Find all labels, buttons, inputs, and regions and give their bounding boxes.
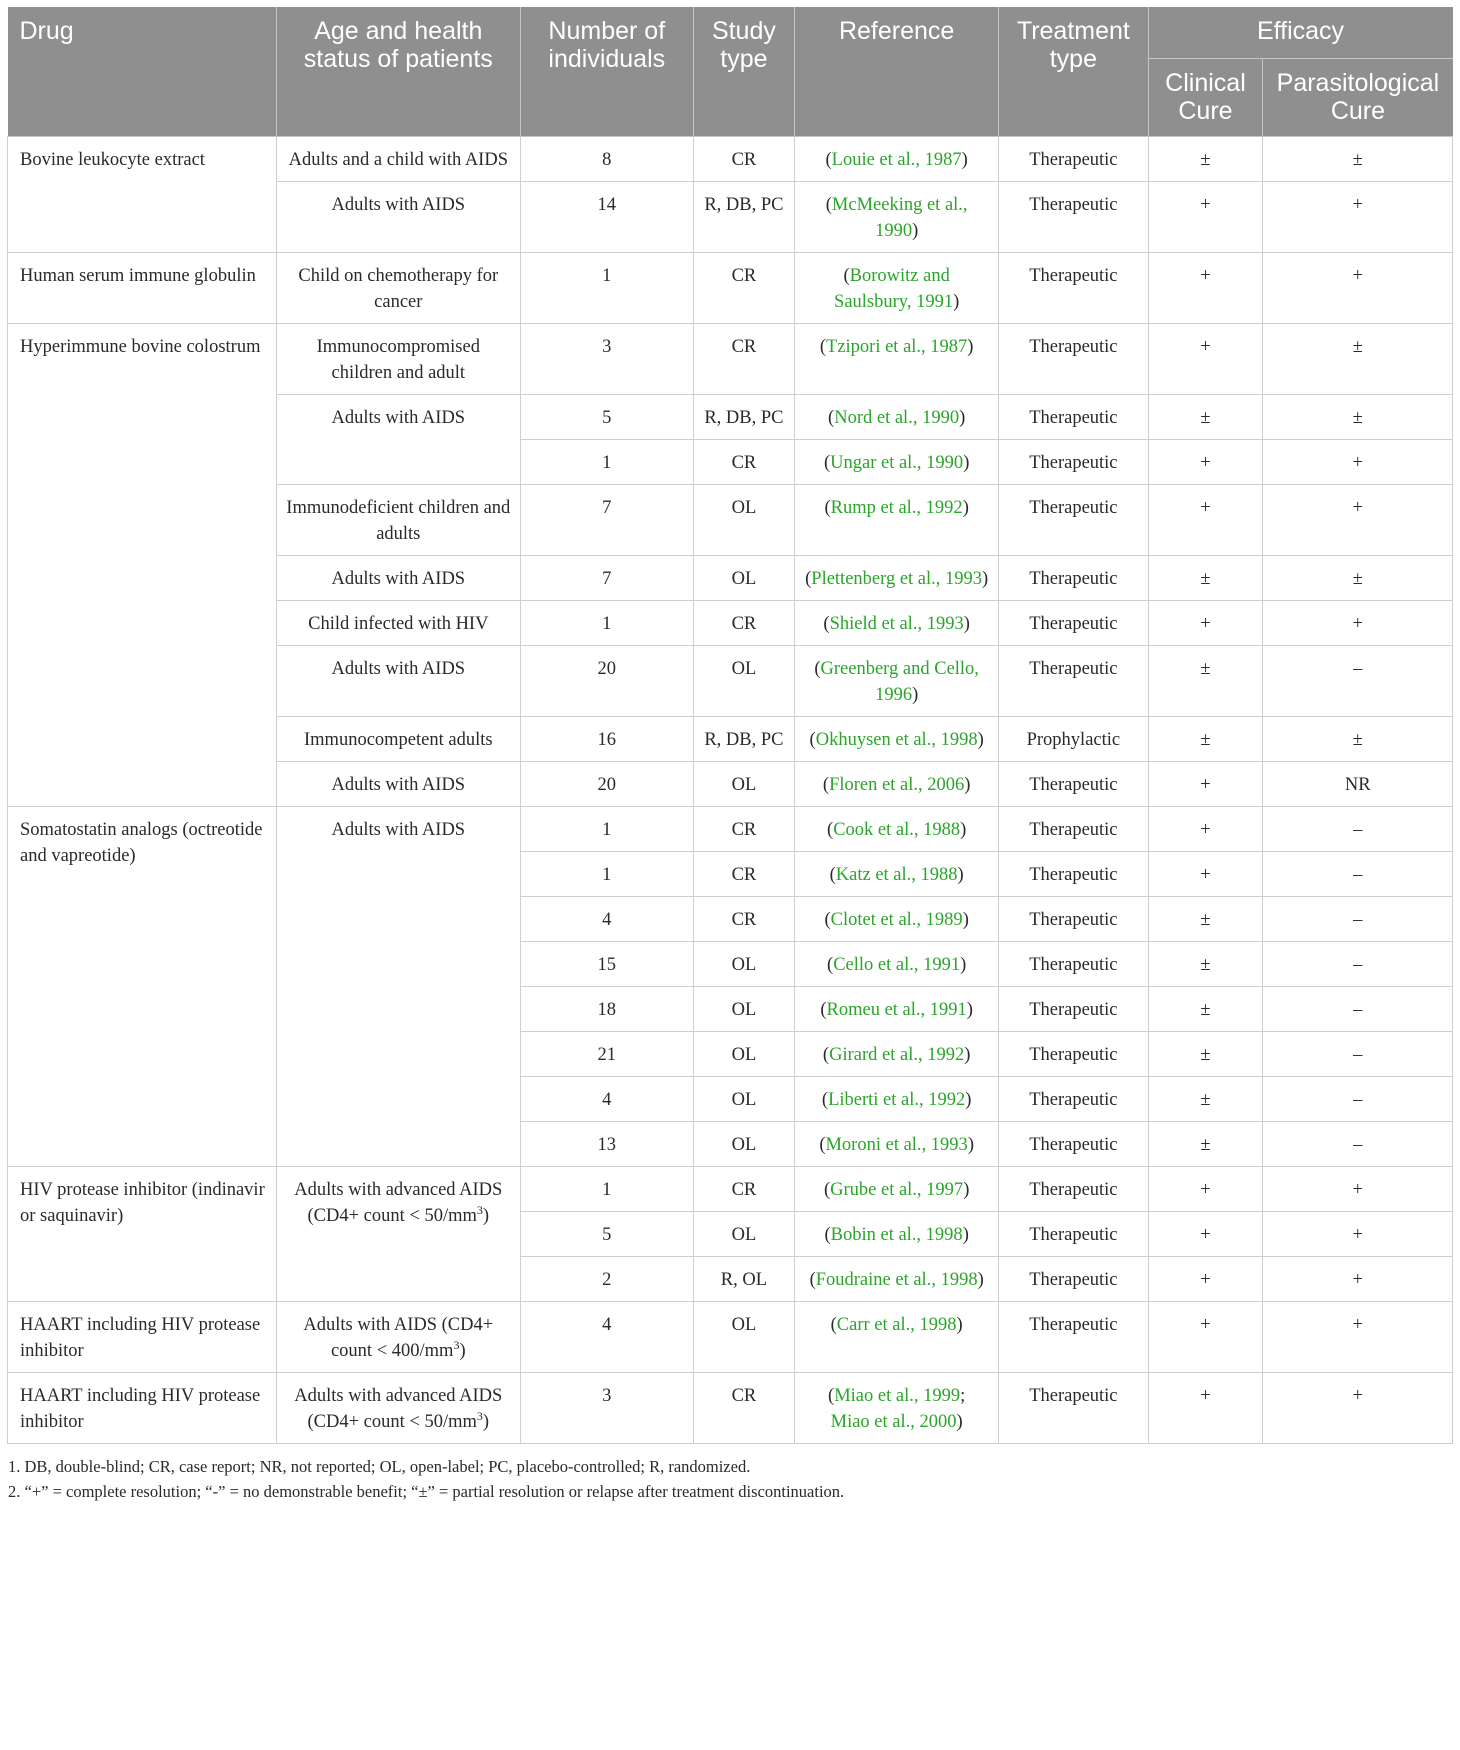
treatment-type-cell: Therapeutic (999, 646, 1148, 717)
number-cell: 1 (520, 601, 693, 646)
paren-close: ) (959, 408, 966, 428)
reference-cell (795, 1032, 999, 1077)
treatment-type-cell: Therapeutic (999, 182, 1148, 253)
paren-open: ( (823, 614, 830, 634)
clinical-cure-cell: + (1148, 253, 1263, 324)
footnote: 2. “+” = complete resolution; “-” = no demonstrable benefit; “±” = partial resolution or relapse after treatment discontinuation. (8, 1482, 845, 1501)
reference-link[interactable]: Miao et al., 2000 (830, 1412, 957, 1432)
reference-link[interactable]: Cello et al., 1991 (833, 955, 961, 975)
paren-close: ) (962, 910, 969, 930)
footnotes (7, 1454, 1453, 1504)
reference-link[interactable]: Girard et al., 1992 (829, 1045, 965, 1065)
reference-link[interactable]: McMeeking et al., 1990 (831, 195, 968, 241)
number-cell: 14 (520, 182, 693, 253)
reference-cell (795, 762, 999, 807)
reference-link[interactable]: Ungar et al., 1990 (830, 453, 964, 473)
clinical-cure-cell: ± (1148, 1032, 1263, 1077)
treatment-type-cell: Therapeutic (999, 395, 1148, 440)
study-type-cell: OL (693, 556, 794, 601)
reference-link[interactable]: Miao et al., 1999 (834, 1386, 961, 1406)
study-type-cell: CR (693, 1167, 794, 1212)
header-number: Number of individuals (520, 7, 693, 137)
reference-link[interactable]: Plettenberg et al., 1993 (811, 569, 983, 589)
drug-cell: Somatostatin analogs (octreotide and vapreotide) (8, 807, 277, 1167)
number-cell: 13 (520, 1122, 693, 1167)
parasitological-cure-cell: – (1263, 646, 1453, 717)
parasitological-cure-cell: + (1263, 1257, 1453, 1302)
reference-link[interactable]: Louie et al., 1987 (831, 150, 962, 170)
number-cell: 4 (520, 897, 693, 942)
treatment-type-cell: Therapeutic (999, 253, 1148, 324)
paren-open: ( (819, 1135, 826, 1155)
reference-cell (795, 807, 999, 852)
reference-cell (795, 1373, 999, 1444)
paren-close: ) (960, 820, 967, 840)
paren-open: ( (823, 453, 831, 473)
header-study-type: Study type (693, 7, 794, 137)
paren-open: ( (825, 195, 832, 215)
clinical-cure-cell: + (1148, 852, 1263, 897)
paren-open: ( (822, 775, 830, 795)
reference-cell (795, 1167, 999, 1212)
number-cell: 1 (520, 1167, 693, 1212)
study-type-cell: CR (693, 852, 794, 897)
reference-cell (795, 1122, 999, 1167)
study-type-cell: OL (693, 1212, 794, 1257)
parasitological-cure-cell: ± (1263, 395, 1453, 440)
paren-close: ) (912, 685, 919, 705)
reference-cell (795, 601, 999, 646)
clinical-cure-cell: + (1148, 182, 1263, 253)
header-treatment-type: Treatment type (999, 7, 1148, 137)
reference-link[interactable]: Tzipori et al., 1987 (826, 337, 968, 357)
reference-cell (795, 253, 999, 324)
number-cell: 1 (520, 852, 693, 897)
number-cell: 2 (520, 1257, 693, 1302)
paren-close: ) (956, 1315, 963, 1335)
clinical-cure-cell: ± (1148, 1122, 1263, 1167)
treatment-type-cell: Therapeutic (999, 556, 1148, 601)
age-cell: Child infected with HIV (276, 601, 520, 646)
clinical-cure-cell: + (1148, 1167, 1263, 1212)
paren-close: ) (960, 955, 967, 975)
study-type-cell: OL (693, 762, 794, 807)
drug-cell: HAART including HIV protease inhibitor (8, 1373, 277, 1444)
paren-open: ( (824, 498, 831, 518)
table-row (8, 137, 1453, 182)
reference-link[interactable]: Borowitz and Saulsbury, 1991 (834, 266, 954, 312)
number-cell: 1 (520, 807, 693, 852)
reference-link[interactable]: Foudraine et al., 1998 (815, 1270, 978, 1290)
paren-open: ( (825, 150, 832, 170)
reference-cell (795, 1302, 999, 1373)
number-cell: 20 (520, 646, 693, 717)
paren-open: ( (821, 1090, 829, 1110)
study-type-cell: OL (693, 485, 794, 556)
parasitological-cure-cell: + (1263, 1302, 1453, 1373)
study-type-cell: CR (693, 1373, 794, 1444)
paren-open: ( (824, 1225, 831, 1245)
parasitological-cure-cell: + (1263, 485, 1453, 556)
parasitological-cure-cell: ± (1263, 324, 1453, 395)
superscript: 3 (453, 1337, 460, 1352)
header-drug: Drug (8, 7, 277, 137)
paren-close: ) (966, 1000, 973, 1020)
table-body (8, 137, 1453, 1444)
treatment-type-cell: Therapeutic (999, 1212, 1148, 1257)
age-cell (276, 1302, 520, 1373)
treatment-type-cell: Therapeutic (999, 852, 1148, 897)
paren-close: ) (967, 1135, 974, 1155)
treatment-type-cell: Therapeutic (999, 324, 1148, 395)
reference-link[interactable]: Rump et al., 1992 (830, 498, 963, 518)
drug-cell: Hyperimmune bovine colostrum (8, 324, 277, 807)
clinical-cure-cell: + (1148, 485, 1263, 556)
age-cell: Adults with AIDS (276, 395, 520, 485)
reference-cell (795, 137, 999, 182)
clinical-cure-cell: + (1148, 807, 1263, 852)
paren-open: ( (820, 1000, 827, 1020)
number-cell: 1 (520, 253, 693, 324)
number-cell: 3 (520, 324, 693, 395)
footnote: 1. DB, double-blind; CR, case report; NR, not reported; OL, open-label; PC, placebo-controlled; R, randomized. (8, 1457, 751, 1476)
reference-cell (795, 897, 999, 942)
superscript: 3 (476, 1202, 483, 1217)
reference-cell (795, 852, 999, 897)
paren-close: ) (967, 337, 974, 357)
treatment-type-cell: Therapeutic (999, 942, 1148, 987)
reference-link[interactable]: Clotet et al., 1989 (830, 910, 963, 930)
age-text: Adults with advanced AIDS (CD4+ count < 50/mm (294, 1386, 503, 1432)
number-cell: 4 (520, 1302, 693, 1373)
study-type-cell: R, DB, PC (693, 717, 794, 762)
header-clinical-cure: Clinical Cure (1148, 59, 1263, 137)
paren-close: ) (956, 1412, 963, 1432)
treatment-type-cell: Therapeutic (999, 1373, 1148, 1444)
paren-close: ) (963, 614, 970, 634)
parasitological-cure-cell: ± (1263, 556, 1453, 601)
parasitological-cure-cell: – (1263, 1032, 1453, 1077)
number-cell: 8 (520, 137, 693, 182)
reference-cell (795, 324, 999, 395)
paren-open: ( (828, 408, 835, 428)
separator: ; (960, 1386, 966, 1406)
reference-link[interactable]: Nord et al., 1990 (834, 408, 960, 428)
paren-close: ) (964, 775, 971, 795)
reference-cell (795, 395, 999, 440)
superscript: 3 (476, 1408, 483, 1423)
treatment-type-cell: Therapeutic (999, 1077, 1148, 1122)
reference-link[interactable]: Floren et al., 2006 (829, 775, 965, 795)
paren-close: ) (961, 150, 968, 170)
number-cell: 5 (520, 1212, 693, 1257)
clinical-cure-cell: + (1148, 1373, 1263, 1444)
table-row (8, 324, 1453, 395)
paren-open: ( (828, 1386, 835, 1406)
number-cell: 1 (520, 440, 693, 485)
paren-close: ) (963, 453, 970, 473)
paren-close: ) (912, 221, 919, 241)
reference-cell (795, 1212, 999, 1257)
header-reference: Reference (795, 7, 999, 137)
study-type-cell: R, DB, PC (693, 182, 794, 253)
age-cell: Immunocompromised children and adult (276, 324, 520, 395)
header-efficacy: Efficacy (1148, 7, 1452, 59)
parasitological-cure-cell: ± (1263, 717, 1453, 762)
clinical-cure-cell: ± (1148, 897, 1263, 942)
drug-cell: HIV protease inhibitor (indinavir or saquinavir) (8, 1167, 277, 1302)
paren-close: ) (977, 1270, 984, 1290)
number-cell: 21 (520, 1032, 693, 1077)
number-cell: 4 (520, 1077, 693, 1122)
parasitological-cure-cell: + (1263, 1212, 1453, 1257)
number-cell: 16 (520, 717, 693, 762)
table-row (8, 253, 1453, 324)
age-text: Adults with AIDS (CD4+ count < 400/mm (303, 1315, 494, 1361)
reference-cell (795, 182, 999, 253)
number-cell: 5 (520, 395, 693, 440)
age-cell (276, 1373, 520, 1444)
clinical-cure-cell: + (1148, 601, 1263, 646)
number-cell: 18 (520, 987, 693, 1032)
treatment-type-cell: Therapeutic (999, 1257, 1148, 1302)
clinical-cure-cell: ± (1148, 942, 1263, 987)
age-cell: Immunocompetent adults (276, 717, 520, 762)
age-cell: Adults with AIDS (276, 182, 520, 253)
paren-close: ) (962, 1225, 969, 1245)
number-cell: 7 (520, 556, 693, 601)
clinical-cure-cell: + (1148, 1302, 1263, 1373)
study-type-cell: CR (693, 324, 794, 395)
age-close: ) (459, 1341, 466, 1361)
reference-link[interactable]: Romeu et al., 1991 (826, 1000, 967, 1020)
paren-close: ) (977, 730, 984, 750)
reference-link[interactable]: Cook et al., 1988 (833, 820, 961, 840)
treatment-type-cell: Prophylactic (999, 717, 1148, 762)
treatment-type-cell: Therapeutic (999, 601, 1148, 646)
parasitological-cure-cell: + (1263, 253, 1453, 324)
treatment-type-cell: Therapeutic (999, 137, 1148, 182)
paren-open: ( (827, 955, 834, 975)
parasitological-cure-cell: – (1263, 807, 1453, 852)
paren-open: ( (819, 337, 827, 357)
reference-link[interactable]: Shield et al., 1993 (829, 614, 964, 634)
study-type-cell: OL (693, 1077, 794, 1122)
reference-cell (795, 1257, 999, 1302)
paren-close: ) (963, 1180, 970, 1200)
reference-link[interactable]: Bobin et al., 1998 (830, 1225, 963, 1245)
paren-close: ) (962, 498, 969, 518)
age-cell: Adults with AIDS (276, 807, 520, 1167)
reference-cell (795, 485, 999, 556)
study-type-cell: CR (693, 440, 794, 485)
age-cell: Immunodeficient children and adults (276, 485, 520, 556)
paren-close: ) (953, 292, 960, 312)
parasitological-cure-cell: + (1263, 182, 1453, 253)
paren-open: ( (822, 1045, 830, 1065)
clinical-cure-cell: + (1148, 440, 1263, 485)
reference-cell (795, 987, 999, 1032)
reference-link[interactable]: Greenberg and Cello, 1996 (820, 659, 979, 705)
paren-open: ( (830, 1315, 837, 1335)
paren-open: ( (805, 569, 812, 589)
paren-close: ) (982, 569, 989, 589)
clinical-cure-cell: ± (1148, 556, 1263, 601)
table-row (8, 1302, 1453, 1373)
age-cell (276, 1167, 520, 1302)
study-type-cell: OL (693, 1302, 794, 1373)
study-type-cell: OL (693, 1122, 794, 1167)
study-type-cell: R, OL (693, 1257, 794, 1302)
study-type-cell: OL (693, 646, 794, 717)
clinical-cure-cell: ± (1148, 646, 1263, 717)
paren-open: ( (809, 730, 816, 750)
paren-close: ) (964, 1045, 971, 1065)
number-cell: 20 (520, 762, 693, 807)
reference-link[interactable]: Katz et al., 1988 (835, 865, 958, 885)
drug-cell: HAART including HIV protease inhibitor (8, 1302, 277, 1373)
reference-cell (795, 556, 999, 601)
parasitological-cure-cell: – (1263, 897, 1453, 942)
data-table (7, 7, 1453, 1444)
age-cell: Adults with AIDS (276, 762, 520, 807)
clinical-cure-cell: ± (1148, 717, 1263, 762)
parasitological-cure-cell: ± (1263, 137, 1453, 182)
parasitological-cure-cell: – (1263, 1077, 1453, 1122)
parasitological-cure-cell: – (1263, 987, 1453, 1032)
paren-open: ( (829, 865, 836, 885)
age-close: ) (482, 1412, 490, 1432)
parasitological-cure-cell: NR (1263, 762, 1453, 807)
table-row (8, 807, 1453, 852)
reference-link[interactable]: Moroni et al., 1993 (825, 1135, 968, 1155)
reference-cell (795, 1077, 999, 1122)
treatment-type-cell: Therapeutic (999, 1167, 1148, 1212)
clinical-cure-cell: + (1148, 762, 1263, 807)
number-cell: 15 (520, 942, 693, 987)
treatment-type-cell: Therapeutic (999, 897, 1148, 942)
parasitological-cure-cell: + (1263, 601, 1453, 646)
parasitological-cure-cell: + (1263, 1167, 1453, 1212)
age-cell: Child on chemotherapy for cancer (276, 253, 520, 324)
paren-open: ( (843, 266, 850, 286)
reference-cell (795, 646, 999, 717)
study-type-cell: OL (693, 942, 794, 987)
age-cell: Adults with AIDS (276, 646, 520, 717)
study-type-cell: CR (693, 253, 794, 324)
study-type-cell: CR (693, 897, 794, 942)
age-cell: Adults with AIDS (276, 556, 520, 601)
paren-close: ) (965, 1090, 972, 1110)
treatment-type-cell: Therapeutic (999, 1302, 1148, 1373)
drug-cell: Bovine leukocyte extract (8, 137, 277, 253)
age-cell: Adults and a child with AIDS (276, 137, 520, 182)
age-close: ) (482, 1206, 490, 1226)
clinical-cure-cell: + (1148, 1257, 1263, 1302)
treatment-type-cell: Therapeutic (999, 485, 1148, 556)
paren-open: ( (824, 910, 831, 930)
reference-link[interactable]: Carr et al., 1998 (836, 1315, 957, 1335)
age-text: Adults with advanced AIDS (CD4+ count < 50/mm (294, 1180, 503, 1226)
study-type-cell: R, DB, PC (693, 395, 794, 440)
parasitological-cure-cell: + (1263, 1373, 1453, 1444)
reference-cell (795, 942, 999, 987)
reference-link[interactable]: Liberti et al., 1992 (828, 1090, 966, 1110)
paren-close: ) (957, 865, 964, 885)
reference-cell (795, 440, 999, 485)
number-cell: 7 (520, 485, 693, 556)
table-row (8, 1167, 1453, 1212)
table-row (8, 1373, 1453, 1444)
treatment-type-cell: Therapeutic (999, 987, 1148, 1032)
header-age: Age and health status of patients (276, 7, 520, 137)
drug-cell: Human serum immune globulin (8, 253, 277, 324)
clinical-cure-cell: ± (1148, 137, 1263, 182)
paren-open: ( (823, 1180, 831, 1200)
parasitological-cure-cell: – (1263, 852, 1453, 897)
reference-link[interactable]: Okhuysen et al., 1998 (815, 730, 978, 750)
treatment-type-cell: Therapeutic (999, 762, 1148, 807)
study-type-cell: OL (693, 1032, 794, 1077)
study-type-cell: CR (693, 137, 794, 182)
reference-link[interactable]: Grube et al., 1997 (830, 1180, 964, 1200)
study-type-cell: OL (693, 987, 794, 1032)
treatment-type-cell: Therapeutic (999, 1032, 1148, 1077)
study-type-cell: CR (693, 601, 794, 646)
table-container (7, 7, 1453, 1504)
treatment-type-cell: Therapeutic (999, 807, 1148, 852)
treatment-type-cell: Therapeutic (999, 440, 1148, 485)
number-cell: 3 (520, 1373, 693, 1444)
parasitological-cure-cell: – (1263, 1122, 1453, 1167)
header-parasitological-cure: Parasitological Cure (1263, 59, 1453, 137)
study-type-cell: CR (693, 807, 794, 852)
parasitological-cure-cell: – (1263, 942, 1453, 987)
clinical-cure-cell: + (1148, 1212, 1263, 1257)
paren-open: ( (814, 659, 821, 679)
clinical-cure-cell: + (1148, 324, 1263, 395)
clinical-cure-cell: ± (1148, 395, 1263, 440)
clinical-cure-cell: ± (1148, 1077, 1263, 1122)
paren-open: ( (809, 1270, 816, 1290)
reference-cell (795, 717, 999, 762)
treatment-type-cell: Therapeutic (999, 1122, 1148, 1167)
clinical-cure-cell: ± (1148, 987, 1263, 1032)
parasitological-cure-cell: + (1263, 440, 1453, 485)
paren-open: ( (827, 820, 834, 840)
